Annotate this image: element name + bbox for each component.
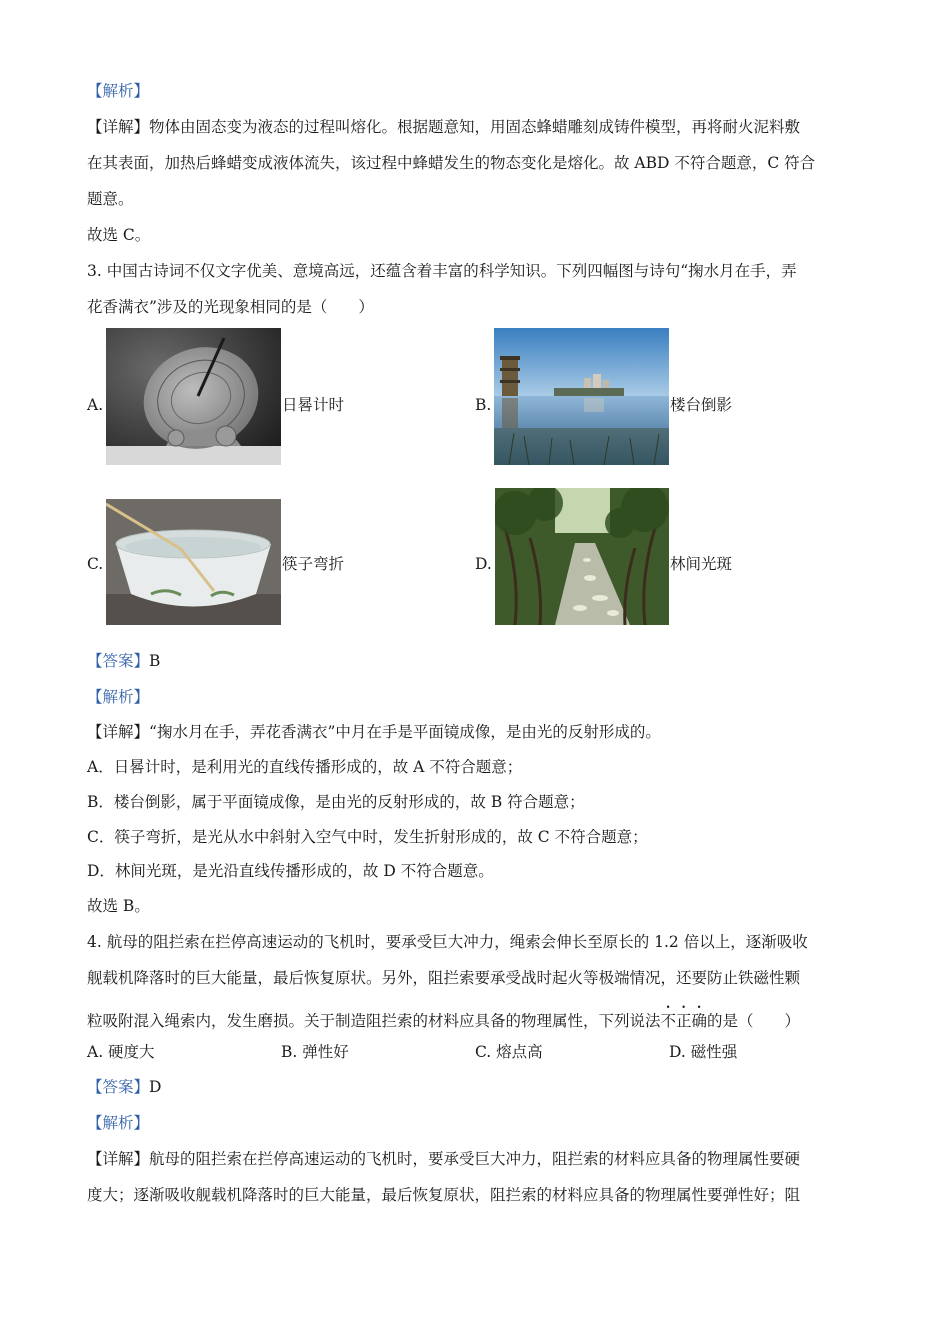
detail-text: “掬水月在手，弄花香满衣”中月在手是平面镜成像，是由光的反射形成的。 bbox=[149, 723, 661, 741]
tower-reflection-image bbox=[494, 328, 669, 465]
explanation-b: B．楼台倒影，属于平面镜成像，是由光的反射形成的，故 B 符合题意； bbox=[87, 793, 585, 811]
question-stem: 4. 航母的阻拦索在拦停高速运动的飞机时，要承受巨大冲力，绳索会伸长至原长的 1.2 倍以上，逐渐吸收 bbox=[87, 933, 808, 951]
option-letter: D. bbox=[475, 555, 492, 573]
choice-a: A. 硬度大 bbox=[87, 1043, 155, 1061]
answer-value: B bbox=[149, 652, 161, 670]
choice-b: B. 弹性好 bbox=[281, 1043, 349, 1061]
explanation-a: A．日晷计时，是利用光的直线传播形成的，故 A 不符合题意； bbox=[87, 758, 523, 776]
analysis-tag: 【解析】 bbox=[87, 688, 150, 706]
answer-line bbox=[87, 1076, 161, 1098]
conclusion: 故选 B。 bbox=[87, 897, 150, 915]
chopstick-bowl-image bbox=[106, 499, 281, 625]
choice-c: C. 熔点高 bbox=[475, 1043, 543, 1061]
detail-tag: 【详解】 bbox=[87, 118, 150, 136]
option-caption: 林间光斑 bbox=[670, 555, 733, 573]
detail-text: 物体由固态变为液态的过程叫熔化。根据题意知，用固态蜂蜡雕刻成铸件模型，再将耐火泥料敷 bbox=[149, 118, 801, 136]
forest-light-spots-image bbox=[495, 488, 669, 625]
sundial-image bbox=[106, 328, 281, 465]
detail-paragraph-line bbox=[87, 1148, 800, 1170]
choice-d: D. 磁性强 bbox=[669, 1043, 738, 1061]
detail-paragraph-line bbox=[87, 721, 661, 743]
explanation-c: C．筷子弯折，是光从水中斜射入空气中时，发生折射形成的，故 C 不符合题意； bbox=[87, 828, 648, 846]
explanation-d: D．林间光斑，是光沿直线传播形成的，故 D 不符合题意。 bbox=[87, 862, 494, 880]
detail-paragraph-line bbox=[87, 116, 800, 138]
detail-text: 航母的阻拦索在拦停高速运动的飞机时，要承受巨大冲力，阻拦索的材料应具备的物理属性要硬 bbox=[149, 1150, 801, 1168]
option-letter: B. bbox=[475, 396, 492, 414]
detail-tag: 【详解】 bbox=[87, 1150, 150, 1168]
answer-tag: 【答案】 bbox=[87, 1078, 150, 1096]
detail-paragraph-line: 度大；逐渐吸收舰载机降落时的巨大能量，最后恢复原状，阻拦索的材料应具备的物理属性要弹性好；阻 bbox=[87, 1186, 801, 1204]
option-letter: A. bbox=[87, 396, 104, 414]
conclusion: 故选 C。 bbox=[87, 226, 151, 244]
question-stem: 粒吸附混入绳索内，发生磨损。关于制造阻拦索的材料应具备的物理属性，下列说法不正确的是（ ） bbox=[87, 1012, 801, 1030]
detail-tag: 【详解】 bbox=[87, 723, 150, 741]
option-caption: 筷子弯折 bbox=[282, 555, 345, 573]
detail-paragraph-line: 在其表面，加热后蜂蜡变成液体流失，该过程中蜂蜡发生的物态变化是熔化。故 ABD 不符合题意，C 符合 bbox=[87, 154, 816, 172]
answer-line bbox=[87, 650, 160, 672]
answer-tag: 【答案】 bbox=[87, 652, 150, 670]
question-stem: 舰载机降落时的巨大能量，最后恢复原状。另外，阻拦索要承受战时起火等极端情况，还要防止铁磁性颗 bbox=[87, 969, 801, 987]
analysis-tag: 【解析】 bbox=[87, 82, 150, 100]
question-stem: 花香满衣”涉及的光现象相同的是（ ） bbox=[87, 298, 374, 316]
option-letter: C. bbox=[87, 555, 104, 573]
answer-value: D bbox=[149, 1078, 162, 1096]
question-stem: 3. 中国古诗词不仅文字优美、意境高远，还蕴含着丰富的科学知识。下列四幅图与诗句“掬水月在手，弄 bbox=[87, 262, 797, 280]
option-caption: 日晷计时 bbox=[282, 396, 345, 414]
detail-paragraph-line: 题意。 bbox=[87, 190, 134, 208]
analysis-tag: 【解析】 bbox=[87, 1114, 150, 1132]
emphasized-text: 不正确 bbox=[660, 1012, 708, 1030]
option-caption: 楼台倒影 bbox=[670, 396, 733, 414]
